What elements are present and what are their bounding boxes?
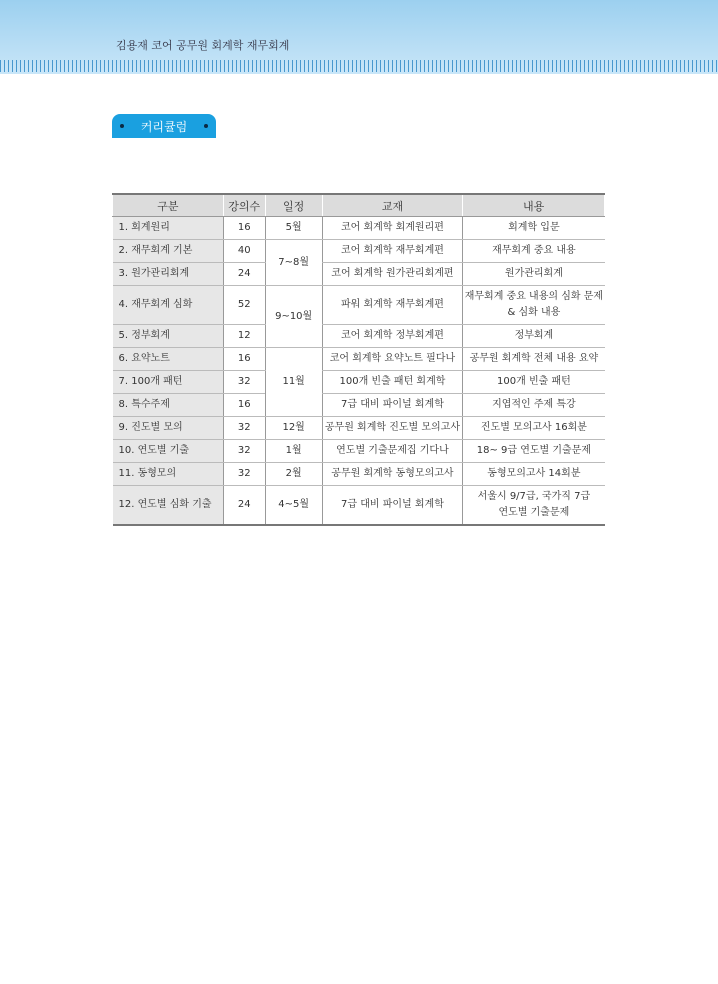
category-cell: 8. 특수주제 xyxy=(113,394,224,417)
table-row xyxy=(113,486,605,526)
book-cell: 연도별 기출문제집 기다나 xyxy=(322,440,463,463)
count-cell: 32 xyxy=(223,463,265,486)
table-row xyxy=(113,417,605,440)
book-title: 김용재 코어 공무원 회계학 재무회계 xyxy=(116,39,290,52)
content-cell: 지엽적인 주제 특강 xyxy=(463,394,605,417)
category-cell: 11. 동형모의 xyxy=(113,463,224,486)
category-cell: 6. 요약노트 xyxy=(113,348,224,371)
table-row xyxy=(113,394,605,417)
column-header: 내용 xyxy=(463,194,605,217)
content-cell xyxy=(463,486,605,526)
book-cell: 코어 회계학 요약노트 필다나 xyxy=(322,348,463,371)
category-cell: 12. 연도별 심화 기출 xyxy=(113,486,224,526)
book-cell: 코어 회계학 정부회계편 xyxy=(322,325,463,348)
count-cell: 16 xyxy=(223,217,265,240)
category-cell: 1. 회계원리 xyxy=(113,217,224,240)
schedule-cell: 1월 xyxy=(265,440,322,463)
category-cell: 7. 100개 패턴 xyxy=(113,371,224,394)
content-cell: 동형모의고사 14회분 xyxy=(463,463,605,486)
count-cell: 16 xyxy=(223,348,265,371)
table-row xyxy=(113,325,605,348)
content-line: & 심화 내용 xyxy=(507,307,561,318)
schedule-cell: 7~8월 xyxy=(265,240,322,286)
category-cell: 3. 원가관리회계 xyxy=(113,263,224,286)
count-cell: 52 xyxy=(223,286,265,325)
content-cell: 공무원 회계학 전체 내용 요약 xyxy=(463,348,605,371)
book-cell: 100개 빈출 패턴 회계학 xyxy=(322,371,463,394)
count-cell: 32 xyxy=(223,371,265,394)
book-cell: 공무원 회계학 진도별 모의고사 xyxy=(322,417,463,440)
table-row xyxy=(113,240,605,263)
content-cell: 회계학 입문 xyxy=(463,217,605,240)
category-cell: 10. 연도별 기출 xyxy=(113,440,224,463)
book-cell: 7급 대비 파이널 회계학 xyxy=(322,394,463,417)
column-header: 강의수 xyxy=(223,194,265,217)
count-cell: 24 xyxy=(223,486,265,526)
book-cell: 코어 회계학 재무회계편 xyxy=(322,240,463,263)
category-cell: 4. 재무회계 심화 xyxy=(113,286,224,325)
book-cell: 공무원 회계학 동형모의고사 xyxy=(322,463,463,486)
count-cell: 12 xyxy=(223,325,265,348)
book-cell: 7급 대비 파이널 회계학 xyxy=(322,486,463,526)
book-cell: 코어 회계학 회계원리편 xyxy=(322,217,463,240)
content-cell: 100개 빈출 패턴 xyxy=(463,371,605,394)
table-row xyxy=(113,263,605,286)
category-cell: 5. 정부회계 xyxy=(113,325,224,348)
schedule-cell: 9~10월 xyxy=(265,286,322,348)
schedule-cell: 2월 xyxy=(265,463,322,486)
table-row xyxy=(113,440,605,463)
book-cell: 파워 회계학 재무회계편 xyxy=(322,286,463,325)
content-line: 서울시 9/7급, 국가직 7급 xyxy=(477,491,591,502)
table-row xyxy=(113,371,605,394)
category-cell: 9. 진도별 모의 xyxy=(113,417,224,440)
content-line: 재무회계 중요 내용의 심화 문제 xyxy=(464,291,604,302)
table-row xyxy=(113,217,605,240)
table-row xyxy=(113,348,605,371)
table-row xyxy=(113,463,605,486)
category-cell: 2. 재무회계 기본 xyxy=(113,240,224,263)
content-cell: 18~ 9급 연도별 기출문제 xyxy=(463,440,605,463)
count-cell: 40 xyxy=(223,240,265,263)
bullet-dot-icon xyxy=(204,124,208,128)
schedule-cell: 12월 xyxy=(265,417,322,440)
content-cell xyxy=(463,286,605,325)
schedule-cell: 4~5월 xyxy=(265,486,322,526)
table-header-row xyxy=(113,194,605,217)
content-line: 연도별 기출문제 xyxy=(498,507,570,518)
content-cell: 원가관리회계 xyxy=(463,263,605,286)
column-header: 교재 xyxy=(322,194,463,217)
count-cell: 16 xyxy=(223,394,265,417)
section-label: 커리큘럼 xyxy=(140,119,188,134)
column-header: 일정 xyxy=(265,194,322,217)
count-cell: 32 xyxy=(223,440,265,463)
book-cell: 코어 회계학 원가관리회계편 xyxy=(322,263,463,286)
curriculum-table xyxy=(112,193,605,526)
content-cell: 정부회계 xyxy=(463,325,605,348)
page-header xyxy=(0,0,718,74)
count-cell: 24 xyxy=(223,263,265,286)
content-cell: 재무회계 중요 내용 xyxy=(463,240,605,263)
section-tab xyxy=(112,114,216,138)
schedule-cell: 5월 xyxy=(265,217,322,240)
column-header: 구분 xyxy=(113,194,224,217)
count-cell: 32 xyxy=(223,417,265,440)
bullet-dot-icon xyxy=(120,124,124,128)
header-stripe xyxy=(0,60,718,72)
table-row xyxy=(113,286,605,325)
schedule-cell: 11월 xyxy=(265,348,322,417)
content-cell: 진도별 모의고사 16회분 xyxy=(463,417,605,440)
